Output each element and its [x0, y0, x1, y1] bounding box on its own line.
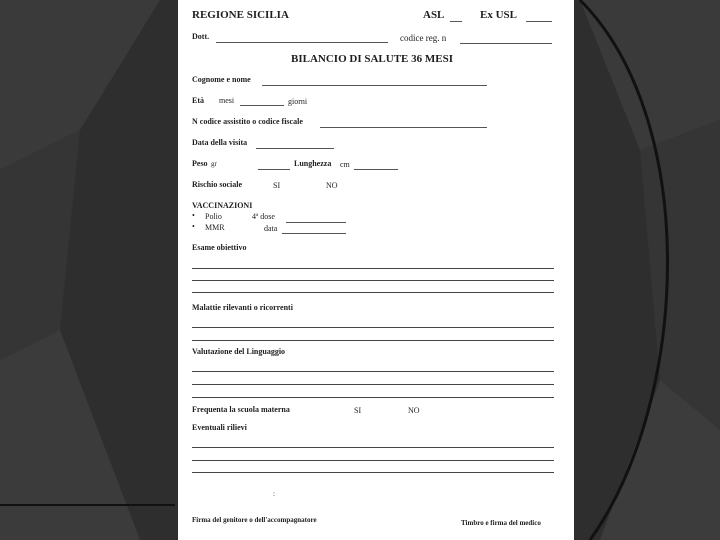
codice-reg-label: codice reg. n [400, 33, 447, 43]
cognome-nome-label: Cognome e nome [192, 75, 251, 84]
rilievi-label: Eventuali rilievi [192, 423, 247, 432]
data-visita-fill-line [256, 148, 334, 149]
rilievi-line-1 [192, 447, 554, 448]
lunghezza-fill-line [354, 169, 398, 170]
form-title: BILANCIO DI SALUTE 36 MESI [291, 53, 453, 65]
polio-fill-line [286, 222, 346, 223]
eta-label: Età [192, 96, 204, 105]
ex-usl-label: Ex USL [480, 9, 517, 21]
asl-label: ASL [423, 9, 445, 21]
ink-mark: : [273, 490, 275, 498]
timbro-medico-label: Timbro e firma del medico [461, 519, 541, 527]
codice-fiscale-fill-line [320, 127, 487, 128]
mmr-label: MMR [205, 223, 225, 232]
region-title: REGIONE SICILIA [192, 9, 289, 21]
esame-line-2 [192, 280, 554, 281]
firma-genitore-label: Firma del genitore o dell'accompagnatore [192, 516, 317, 524]
linguaggio-label: Valutazione del Linguaggio [192, 347, 286, 356]
lunghezza-label: Lunghezza [294, 159, 332, 168]
mmr-fill-line [282, 233, 346, 234]
data-visita-label: Data della visita [192, 138, 248, 147]
ex-usl-fill-line [526, 21, 552, 22]
doctor-label: Dott. [192, 32, 210, 41]
mesi-fill-line [240, 105, 284, 106]
esame-line-1 [192, 268, 554, 269]
peso-unit: gr [211, 160, 217, 168]
scuola-materna-label: Frequenta la scuola materna [192, 405, 290, 414]
peso-label: Peso [192, 159, 208, 168]
esame-line-3 [192, 292, 554, 293]
mmr-bullet: • [192, 222, 195, 231]
rilievi-line-3 [192, 472, 554, 473]
linguaggio-line-3 [192, 397, 554, 398]
scuola-si-option: SI [354, 406, 362, 415]
doctor-fill-line [216, 42, 388, 43]
malattie-label: Malattie rilevanti o ricorrenti [192, 303, 293, 312]
cognome-nome-fill-line [262, 85, 487, 86]
lunghezza-unit: cm [340, 160, 350, 169]
rischio-no-option: NO [326, 181, 338, 190]
rilievi-line-2 [192, 460, 554, 461]
scuola-no-option: NO [408, 406, 420, 415]
mmr-data-label: data [264, 224, 278, 233]
codice-fiscale-label: N codice assistito o codice fiscale [192, 117, 303, 126]
rischio-sociale-label: Rischio sociale [192, 180, 242, 189]
peso-fill-line [258, 169, 290, 170]
mesi-label: mesi [219, 96, 235, 105]
asl-fill-line [450, 21, 462, 22]
linguaggio-line-1 [192, 371, 554, 372]
rischio-si-option: SI [273, 181, 281, 190]
polio-dose-label: 4ª dose [252, 212, 275, 221]
polio-label: Polio [205, 212, 222, 221]
vaccinazioni-title: VACCINAZIONI [192, 201, 253, 210]
linguaggio-line-2 [192, 384, 554, 385]
malattie-line-2 [192, 340, 554, 341]
codice-reg-fill-line [460, 43, 552, 44]
polio-bullet: • [192, 211, 195, 220]
health-form-sheet [178, 0, 574, 540]
malattie-line-1 [192, 327, 554, 328]
giorni-label: giorni [288, 97, 308, 106]
esame-obiettivo-label: Esame obiettivo [192, 243, 247, 252]
